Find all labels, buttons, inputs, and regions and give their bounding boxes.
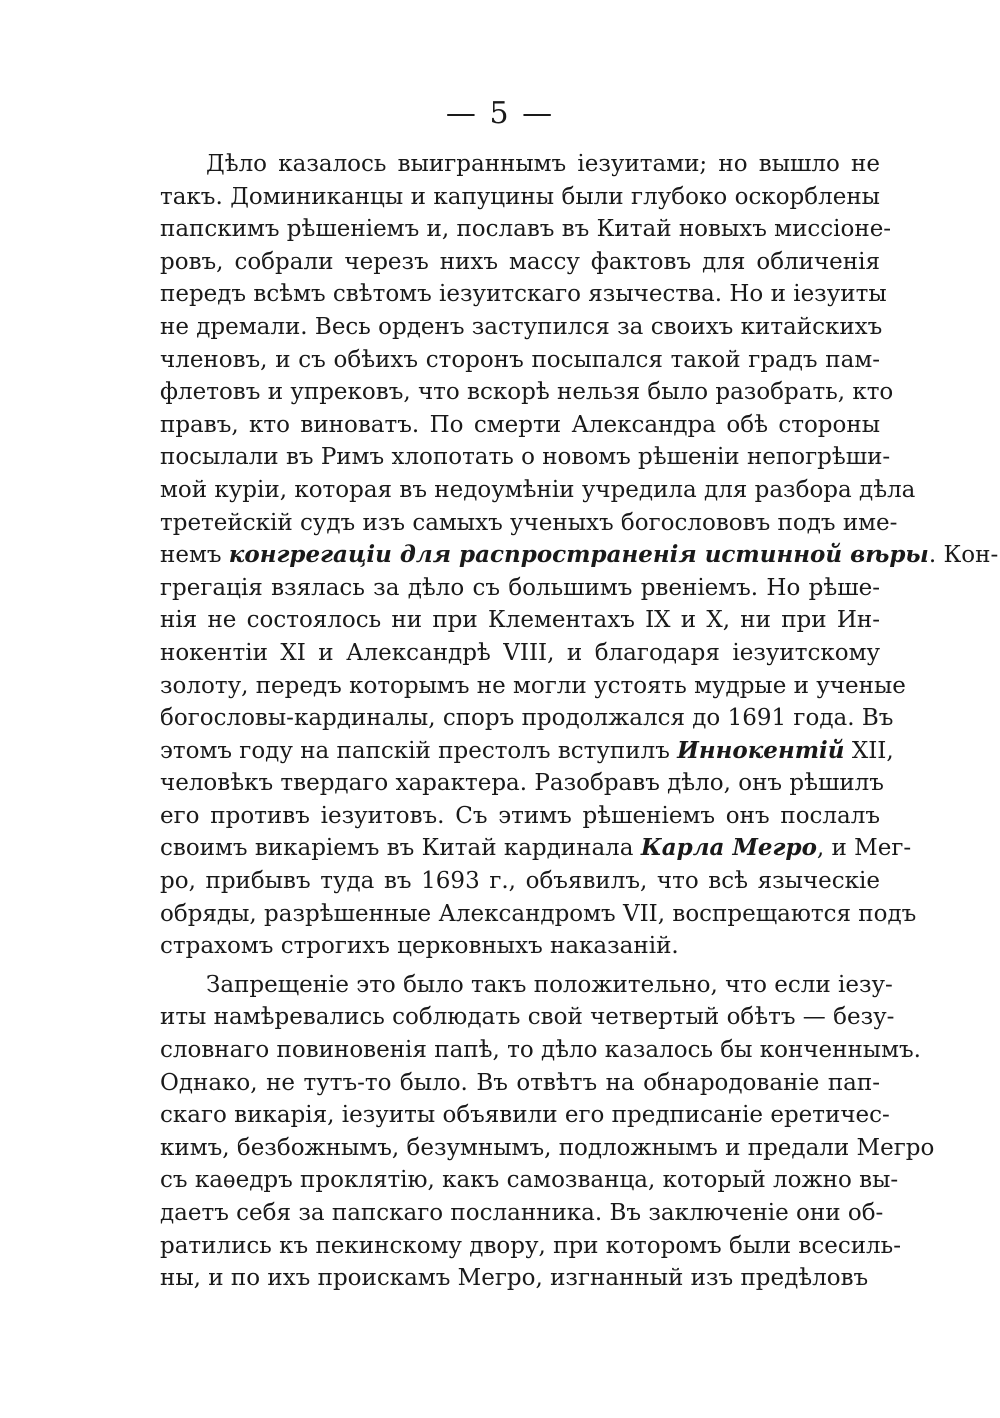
emphasized-text: Карла Мегро (640, 834, 817, 862)
text-line: такъ. Доминиканцы и капуцины были глубоко оскорблены (160, 183, 880, 210)
text-line: страхомъ строгихъ церковныхъ наказаній. (160, 933, 679, 960)
text-line: папскимъ рѣшеніемъ и, пославъ въ Китай новыхъ миссіоне- (160, 216, 892, 243)
text-segment: XII, (844, 737, 894, 764)
text-line: скаго викарія, іезуиты объявили его предписаніе еретичес- (160, 1102, 890, 1129)
text-segment: , и Мег- (816, 835, 912, 862)
text-line: его противъ іезуитовъ. Съ этимъ рѣшеніемъ онъ послалъ (160, 802, 880, 829)
text-line: словнаго повиновенія папѣ, то дѣло казалось бы конченнымъ. (160, 1037, 921, 1064)
text-line: членовъ, и съ обѣихъ сторонъ посыпался такой градъ пам- (160, 346, 880, 373)
text-line: кимъ, безбожнымъ, безумнымъ, подложнымъ и предали Мегро (160, 1134, 935, 1161)
emphasized-text: конгрегаціи для распространенія истинной вѣры (228, 541, 929, 569)
emphasized-text: Иннокентій (677, 736, 845, 764)
text-line: обряды, разрѣшенные Александромъ VII, воспрещаются подъ (160, 900, 917, 927)
text-line: ро, прибывъ туда въ 1693 г., объявилъ, что всѣ языческіе (160, 868, 880, 895)
text-line: ровъ, собрали черезъ нихъ массу фактовъ для обличенія (160, 248, 880, 275)
text-line: правъ, кто виноватъ. По смерти Александра обѣ стороны (160, 411, 880, 438)
text-line: иты намѣревались соблюдать свой четвертый обѣтъ — безу- (160, 1004, 895, 1031)
text-line: нія не состоялось ни при Клементахъ IX и X, ни при Ин- (160, 607, 880, 634)
text-line: ны, и по ихъ проискамъ Мегро, изгнанный изъ предѣловъ (160, 1265, 869, 1292)
page-number: — 5 — (445, 96, 555, 131)
text-line: богословы-кардиналы, споръ продолжался до 1691 года. Въ (160, 705, 894, 732)
text-line (160, 735, 894, 768)
text-line: мой куріи, которая въ недоумѣніи учредила для разбора дѣла (160, 476, 916, 503)
text-line: грегація взялась за дѣло съ большимъ рвеніемъ. Но рѣше- (160, 574, 880, 601)
paragraph-1 (160, 148, 999, 963)
text-segment: этомъ году на папскій престолъ вступилъ (160, 737, 678, 764)
text-line (160, 539, 999, 572)
text-line: нокентіи XI и Александрѣ VIII, и благодаря іезуитскому (160, 639, 880, 666)
text-line: флетовъ и упрековъ, что вскорѣ нельзя было разобрать, кто (160, 379, 894, 406)
text-line: посылали въ Римъ хлопотать о новомъ рѣшеніи непогрѣши- (160, 444, 891, 471)
text-segment: своимъ викаріемъ въ Китай кардинала (160, 835, 641, 862)
body-text (160, 148, 999, 1295)
text-line: человѣкъ твердаго характера. Разобравъ дѣло, онъ рѣшилъ (160, 770, 884, 797)
text-line: Однако, не тутъ-то было. Въ отвѣтъ на обнародованіе пап- (160, 1069, 880, 1096)
text-line: не дремали. Весь орденъ заступился за своихъ китайскихъ (160, 313, 883, 340)
text-segment: немъ (160, 542, 229, 569)
text-line (160, 832, 912, 865)
text-line: золоту, передъ которымъ не могли устоять мудрые и ученые (160, 672, 906, 699)
text-line: ратились къ пекинскому двору, при которомъ были всесиль- (160, 1232, 901, 1259)
text-line: съ каѳедръ проклятію, какъ самозванца, который ложно вы- (160, 1167, 899, 1194)
text-line: Дѣло казалось выиграннымъ іезуитами; но вышло не (206, 151, 880, 177)
text-line: Запрещеніе это было такъ положительно, что если іезу- (206, 971, 893, 998)
text-line: даетъ себя за папскаго посланника. Въ заключеніе они об- (160, 1200, 884, 1226)
text-line: третейскій судъ изъ самыхъ ученыхъ богослововъ подъ име- (160, 509, 898, 536)
text-segment: . Кон- (928, 542, 999, 569)
text-line: передъ всѣмъ свѣтомъ іезуитскаго язычества. Но и іезуиты (160, 281, 887, 308)
paragraph-2 (160, 969, 935, 1295)
